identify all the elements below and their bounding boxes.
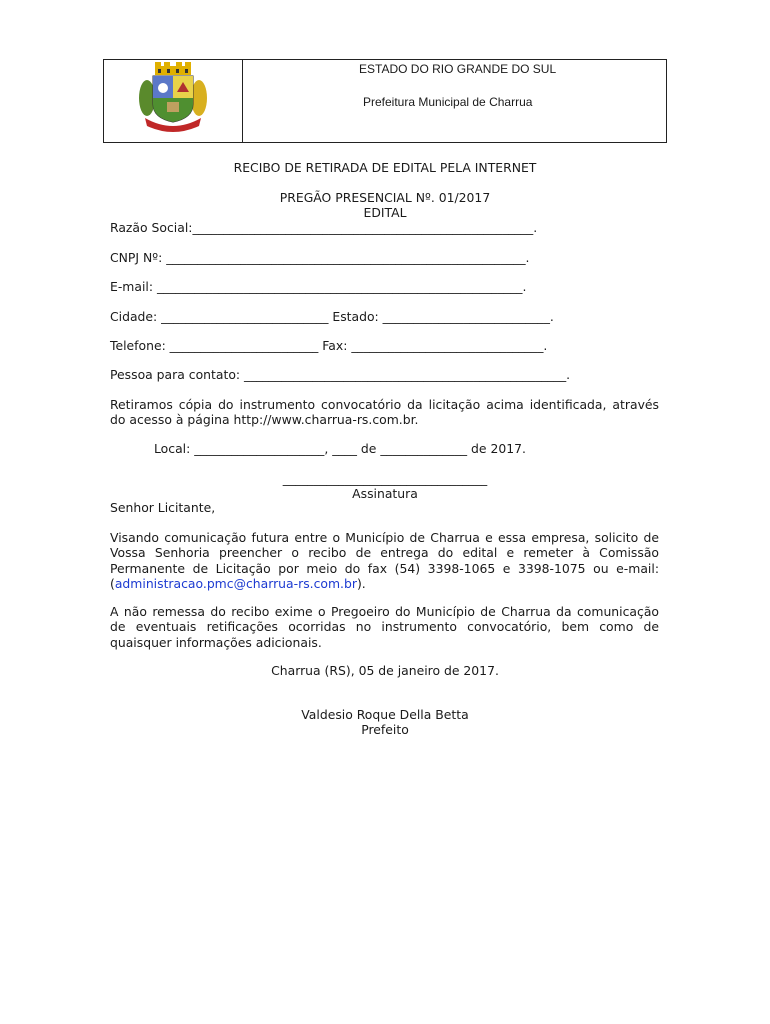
retiramos-paragraph: Retiramos cópia do instrumento convocatório da licitação acima identificada, através do acesso à página http://www.charrua-rs.com.br. bbox=[110, 397, 659, 428]
signer-name: Valdesio Roque Della Betta bbox=[301, 707, 469, 722]
assinatura-label: Assinatura bbox=[352, 486, 418, 501]
state-name: ESTADO DO RIO GRANDE DO SUL bbox=[359, 62, 557, 76]
signature-line: _________________________________ bbox=[282, 471, 488, 486]
visando-close: ). bbox=[356, 576, 366, 592]
cidade-estado-field: Cidade: ___________________________ Estado: ___________________________. bbox=[110, 309, 554, 324]
document-subtitle-pregao: PREGÃO PRESENCIAL Nº. 01/2017 bbox=[279, 190, 491, 205]
document-subtitle-edital: EDITAL bbox=[363, 205, 407, 220]
document-title: RECIBO DE RETIRADA DE EDITAL PELA INTERNET bbox=[233, 160, 537, 175]
email-link[interactable]: administracao.pmc@charrua-rs.com.br bbox=[114, 576, 357, 592]
municipal-coat-of-arms-logo bbox=[137, 62, 209, 132]
salutation: Senhor Licitante, bbox=[110, 500, 216, 515]
logo-cell bbox=[104, 60, 243, 142]
signer-title: Prefeito bbox=[361, 722, 409, 737]
cnpj-field: CNPJ Nº: __________________________________________________________. bbox=[110, 250, 530, 265]
telefone-fax-field: Telefone: ________________________ Fax: _______________________________. bbox=[110, 338, 548, 353]
local-date-line: Local: _____________________, ____ de ______________ de 2017. bbox=[154, 441, 526, 456]
visando-text: Visando comunicação futura entre o Município de Charrua e essa empresa, solicito de Vossa Senhoria preencher o recibo de entrega do edital e remeter à Comissão Permanente de Licitação por meio do fax (54) 3398-1065 e 3398-1075 ou e-mail:( bbox=[110, 530, 659, 592]
place-date: Charrua (RS), 05 de janeiro de 2017. bbox=[271, 663, 499, 678]
visando-paragraph bbox=[110, 530, 659, 592]
header-box bbox=[103, 59, 667, 143]
pessoa-contato-field: Pessoa para contato: ____________________________________________________. bbox=[110, 367, 571, 382]
email-field: E-mail: ___________________________________________________________. bbox=[110, 279, 527, 294]
header-title-cell bbox=[243, 60, 666, 142]
nao-remessa-paragraph: A não remessa do recibo exime o Pregoeiro do Município de Charrua da comunicação de eventuais retificações ocorridas no instrumento convocatório, bem como de quaisquer informações adicionais. bbox=[110, 604, 659, 650]
razao-social-field: Razão Social:_______________________________________________________. bbox=[110, 220, 538, 235]
prefecture-name: Prefeitura Municipal de Charrua bbox=[363, 95, 533, 109]
